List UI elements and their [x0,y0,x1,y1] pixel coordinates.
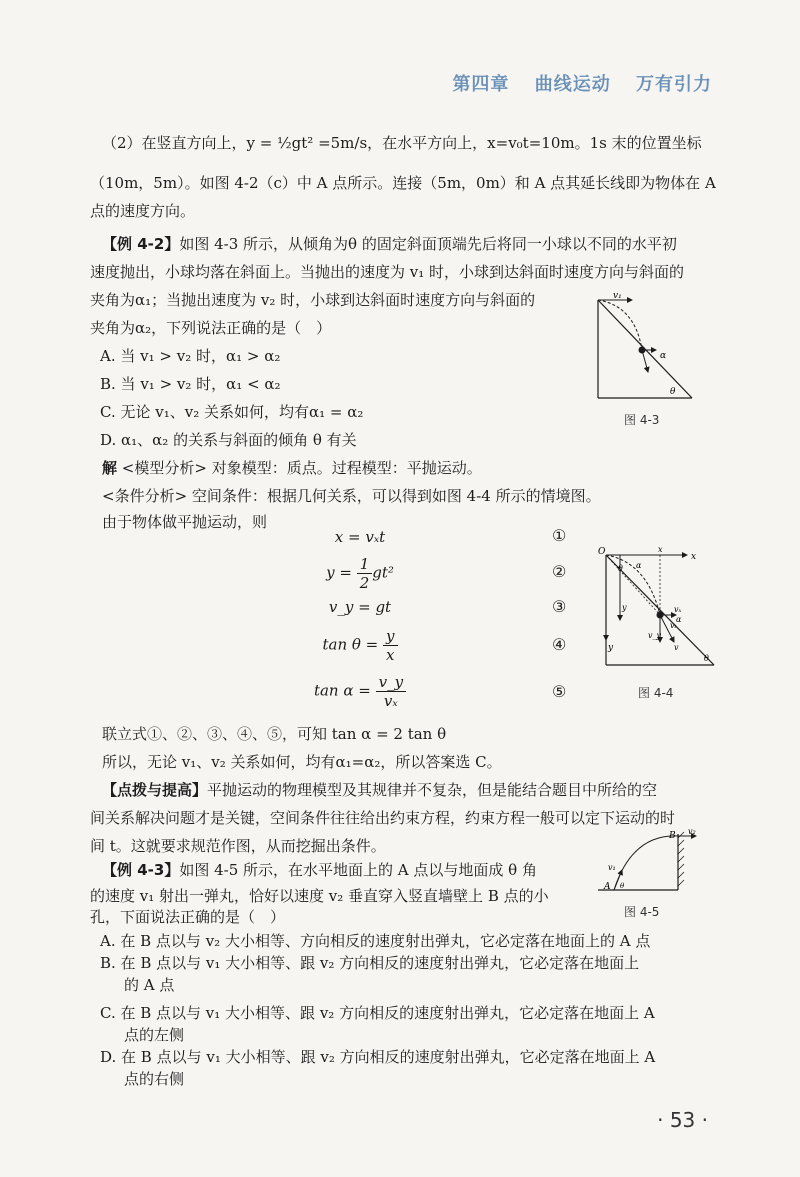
para1-line1: （2）在竖直方向上，y = ½gt² =5m/s，在水平方向上，x=v₀t=10m。1s 末的位置坐标 [102,134,702,152]
equation-number-1: ① [552,526,567,545]
solution-line5: 所以，无论 v₁、v₂ 关系如何，均有α₁=α₂，所以答案选 C。 [102,753,502,771]
eq5-lhs: tan α = [313,681,371,700]
figure-4-3 [580,290,710,405]
eq2-rhs: gt² [372,563,394,582]
fig-4-4-label-y-axis: y [608,643,614,653]
example-4-2-label: 【例 4-2】 [102,235,180,253]
tip-label: 【点拨与提高】 [102,781,208,799]
fig-4-5-label-theta: θ [620,882,625,890]
chapter-header [434,70,712,96]
chapter-title-2: 万有引力 [636,74,712,95]
para1-line3: 点的速度方向。 [90,202,196,220]
tip-text1: 平抛运动的物理模型及其规律并不复杂，但是能结合题目中所给的空 [207,781,658,799]
example-4-2-option-a: A. 当 v₁ > v₂ 时，α₁ > α₂ [100,347,281,365]
figure-4-3-caption: 图 4-3 [624,413,660,427]
example-4-3-line1 [102,857,537,883]
fig-4-4-label-o: O [598,547,606,557]
fig-4-3-label-theta: θ [670,387,676,397]
equation-number-3: ③ [552,597,567,616]
eq4-numerator: y [383,627,397,646]
example-4-2-option-d: D. α₁、α₂ 的关系与斜面的倾角 θ 有关 [100,431,357,449]
fig-4-4-label-theta: θ [704,654,709,663]
eq4-fraction [383,627,397,664]
example-4-3-line2: 的速度 v₁ 射出一弹丸，恰好以速度 v₂ 垂直穿入竖直墙壁上 B 点的小 [90,887,549,905]
example-4-3-line3: 孔，下面说法正确的是（ ） [90,908,286,926]
eq4-lhs: tan θ = [322,635,379,654]
tip-line1 [102,777,657,803]
figure-4-5-caption: 图 4-5 [624,905,660,919]
example-4-2-line1 [102,231,677,257]
equation-3: v_y = gt [328,598,392,616]
fig-4-4-label-vy: v_y [648,631,662,640]
eq5-denominator: vₓ [383,692,398,710]
solution-line4: 联立式①、②、③、④、⑤，可知 tan α = 2 tan θ [102,725,447,743]
fig-4-4-label-vx: vₓ [674,605,682,614]
example-4-3-option-c-line1: C. 在 B 点以与 v₁ 大小相等、跟 v₂ 方向相反的速度射出弹丸，它必定落在地面上 A [100,1004,655,1022]
eq4-denominator: x [386,646,395,664]
example-4-3-text1: 如图 4-5 所示，在水平地面上的 A 点以与地面成 θ 角 [179,861,537,879]
eq2-fraction [357,555,373,592]
example-4-3-label: 【例 4-3】 [102,861,180,879]
solution-line3: 由于物体做平抛运动，则 [102,513,268,531]
para1-line2: （10m，5m）。如图 4-2（c）中 A 点所示。连接（5m，0m）和 A 点其延长线即为物体在 A [90,174,716,192]
solution-text1: <模型分析> 对象模型：质点。过程模型：平抛运动。 [121,459,482,477]
equation-2 [290,555,430,592]
example-4-2-line2: 速度抛出，小球均落在斜面上。当抛出的速度为 v₁ 时，小球到达斜面时速度方向与斜面的 [90,263,685,281]
fig-4-3-label-v: v₁ [613,291,622,301]
example-4-2-text1: 如图 4-3 所示，从倾角为θ 的固定斜面顶端先后将同一小球以不同的水平初 [179,235,677,253]
example-4-3-option-a: A. 在 B 点以与 v₂ 大小相等、方向相反的速度射出弹丸，它必定落在地面上的 A 点 [100,932,651,950]
equation-1: x = vₓt [334,528,386,546]
solution-line2: <条件分析> 空间条件：根据几何关系，可以得到如图 4-4 所示的情境图。 [102,487,601,505]
example-4-2-option-b: B. 当 v₁ > v₂ 时，α₁ < α₂ [100,375,281,393]
tip-line2: 间关系解决问题才是关键，空间条件往往给出约束方程，约束方程一般可以定下运动的时 [90,809,676,827]
example-4-3-option-b-line2: 的 A 点 [124,976,175,994]
example-4-2-line4: 夹角为α₂，下列说法正确的是（ ） [90,319,332,337]
eq2-lhs: y = [326,563,352,582]
fig-4-5-label-v1: v₁ [608,863,616,872]
chapter-title-1: 曲线运动 [534,74,611,95]
fig-4-4-label-alpha: α [676,615,682,624]
example-4-3-option-b-line1: B. 在 B 点以与 v₁ 大小相等、跟 v₂ 方向相反的速度射出弹丸，它必定落在地面上 [100,954,640,972]
figure-4-4-caption: 图 4-4 [638,686,674,700]
equation-number-2: ② [552,562,567,581]
example-4-2-line3: 夹角为α₁；当抛出速度为 v₂ 时，小球到达斜面时速度方向与斜面的 [90,291,536,309]
example-4-3-option-d-line1: D. 在 B 点以与 v₁ 大小相等、跟 v₂ 方向相反的速度射出弹丸，它必定落在地面上 A [100,1048,656,1066]
figure-4-5 [596,828,706,898]
eq2-denominator: 2 [359,574,370,592]
fig-4-3-label-alpha: α [660,351,667,361]
fig-4-4-label-v: v [674,643,679,652]
example-4-2-option-c: C. 无论 v₁、v₂ 关系如何，均有α₁ = α₂ [100,403,364,421]
tip-line3: 间 t。这就要求规范作图，从而挖掘出条件。 [90,837,386,855]
equation-4 [290,627,430,664]
fig-4-5-label-v2: v₂ [688,828,696,836]
fig-4-4-label-vt: vₜ [670,621,677,630]
figure-4-4 [592,540,722,670]
equation-number-5: ⑤ [552,682,567,701]
eq5-fraction [376,673,406,710]
example-4-3-option-c-line2: 点的左侧 [124,1026,185,1044]
equation-number-4: ④ [552,635,567,654]
fig-4-5-label-a: A [604,882,611,892]
fig-4-4-label-x-axis: x [691,552,697,562]
equation-5 [290,673,430,710]
fig-4-4-label-alpha-top: α [636,561,642,570]
fig-4-5-label-b: B [669,831,676,841]
page-number: · 53 · [657,1108,708,1132]
solution-label: 解 [102,459,118,477]
fig-4-4-label-y: y [622,603,627,612]
fig-4-4-label-x: x [658,545,663,554]
solution-line1 [102,455,482,481]
example-4-3-option-d-line2: 点的右侧 [124,1070,185,1088]
chapter-number: 第四章 [452,74,510,95]
fig-4-4-label-theta-top: θ [618,564,623,573]
eq5-numerator: v_y [376,673,406,692]
eq2-numerator: 1 [357,555,373,574]
